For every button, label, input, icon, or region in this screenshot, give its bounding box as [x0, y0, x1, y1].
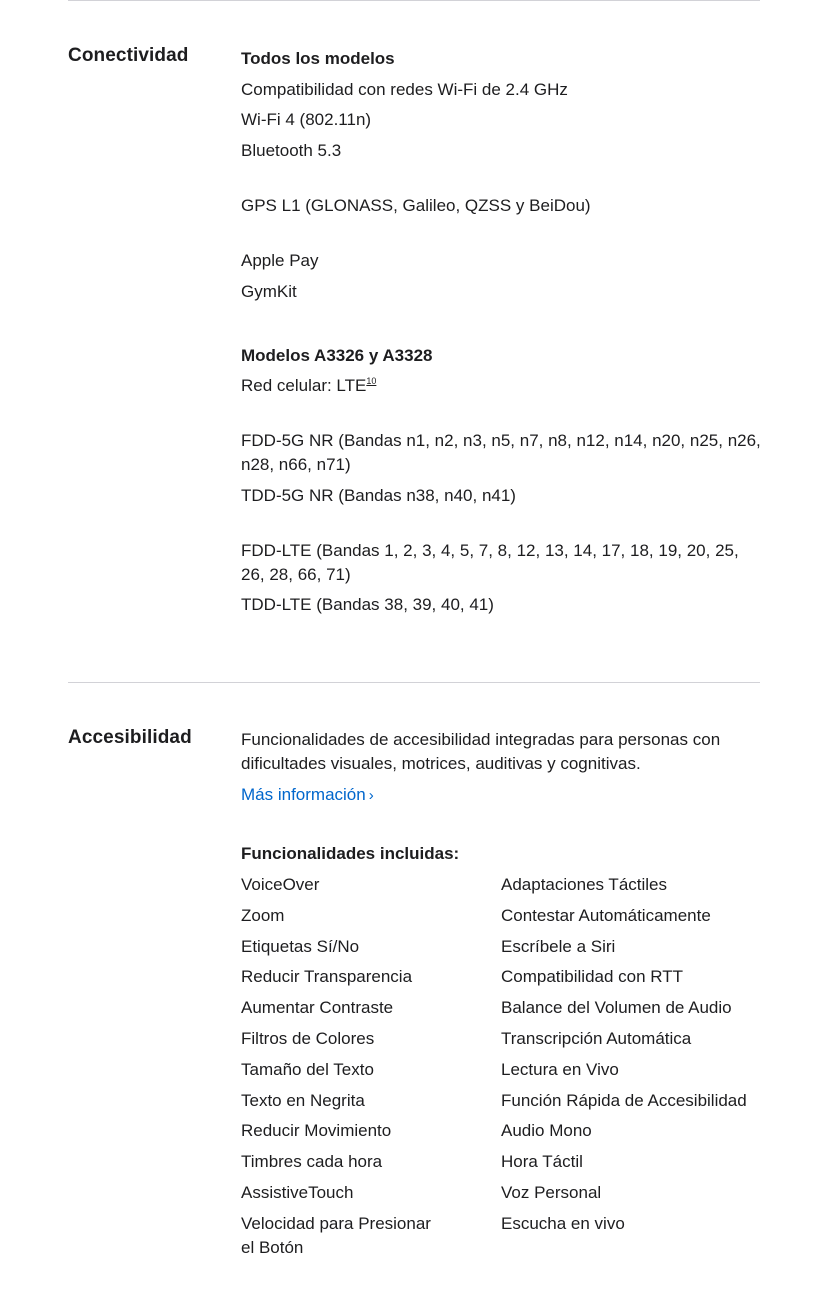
chevron-right-icon: ›: [368, 787, 374, 804]
more-info-label: Más información: [241, 785, 366, 804]
gps-text: GPS L1 (GLONASS, Galileo, QZSS y BeiDou): [241, 196, 591, 215]
feature-item: AssistiveTouch: [241, 1183, 354, 1202]
feature-item: Escucha en vivo: [501, 1214, 625, 1233]
feature-item: Reducir Movimiento: [241, 1121, 392, 1140]
feature-item: Voz Personal: [501, 1183, 602, 1202]
feature-item: Velocidad para Presionar el Botón: [241, 1214, 431, 1257]
cellular-text: [241, 374, 376, 398]
feature-item: Balance del Volumen de Audio: [501, 998, 732, 1017]
tdd-lte-bands-text: TDD-LTE (Bandas 38, 39, 40, 41): [241, 595, 494, 614]
tdd-5g-bands-text: TDD-5G NR (Bandas n38, n40, n41): [241, 486, 516, 505]
bluetooth-text: Bluetooth 5.3: [241, 141, 342, 160]
features-heading: Funcionalidades incluidas:: [241, 844, 460, 863]
wifi-compatibility-text: Compatibilidad con redes Wi-Fi de 2.4 GHz: [241, 80, 568, 99]
feature-item: Transcripción Automática: [501, 1029, 692, 1048]
feature-item: Audio Mono: [501, 1121, 592, 1140]
feature-item: Timbres cada hora: [241, 1152, 383, 1171]
more-info-link-row: [241, 783, 374, 808]
gymkit-text: GymKit: [241, 282, 297, 301]
section-divider: [68, 682, 760, 683]
cellular-label: Red celular: LTE: [241, 376, 367, 395]
top-divider: [68, 0, 760, 1]
feature-item: Tamaño del Texto: [241, 1060, 374, 1079]
feature-item: Adaptaciones Táctiles: [501, 875, 668, 894]
feature-item: Reducir Transparencia: [241, 967, 413, 986]
connectivity-section-title: Conectividad: [68, 45, 189, 66]
all-models-heading: Todos los modelos: [241, 49, 395, 68]
feature-item: Texto en Negrita: [241, 1091, 365, 1110]
feature-item: Lectura en Vivo: [501, 1060, 619, 1079]
feature-item: Función Rápida de Accesibilidad: [501, 1091, 747, 1110]
feature-item: Filtros de Colores: [241, 1029, 375, 1048]
models-heading: Modelos A3326 y A3328: [241, 346, 433, 365]
fdd-lte-bands-text: FDD-LTE (Bandas 1, 2, 3, 4, 5, 7, 8, 12, 13, 14, 17, 18, 19, 20, 25, 26, 28, 66, 71): [241, 541, 739, 584]
wifi-standard-text: Wi-Fi 4 (802.11n): [241, 110, 372, 129]
more-info-link[interactable]: [241, 785, 374, 804]
accessibility-section-title: Accesibilidad: [68, 727, 192, 748]
feature-item: Hora Táctil: [501, 1152, 583, 1171]
feature-item: Aumentar Contraste: [241, 998, 394, 1017]
footnote-link[interactable]: 10: [366, 376, 377, 386]
apple-pay-text: Apple Pay: [241, 251, 319, 270]
accessibility-description: Funcionalidades de accesibilidad integradas para personas con dificultades visuales, motrices, auditivas y cognitivas.: [241, 730, 721, 773]
feature-item: Escríbele a Siri: [501, 937, 616, 956]
feature-item: VoiceOver: [241, 875, 320, 894]
feature-item: Zoom: [241, 906, 285, 925]
feature-item: Compatibilidad con RTT: [501, 967, 684, 986]
feature-item: Etiquetas Sí/No: [241, 937, 360, 956]
fdd-5g-bands-text: FDD-5G NR (Bandas n1, n2, n3, n5, n7, n8, n12, n14, n20, n25, n26, n28, n66, n71): [241, 431, 761, 474]
feature-item: Contestar Automáticamente: [501, 906, 711, 925]
